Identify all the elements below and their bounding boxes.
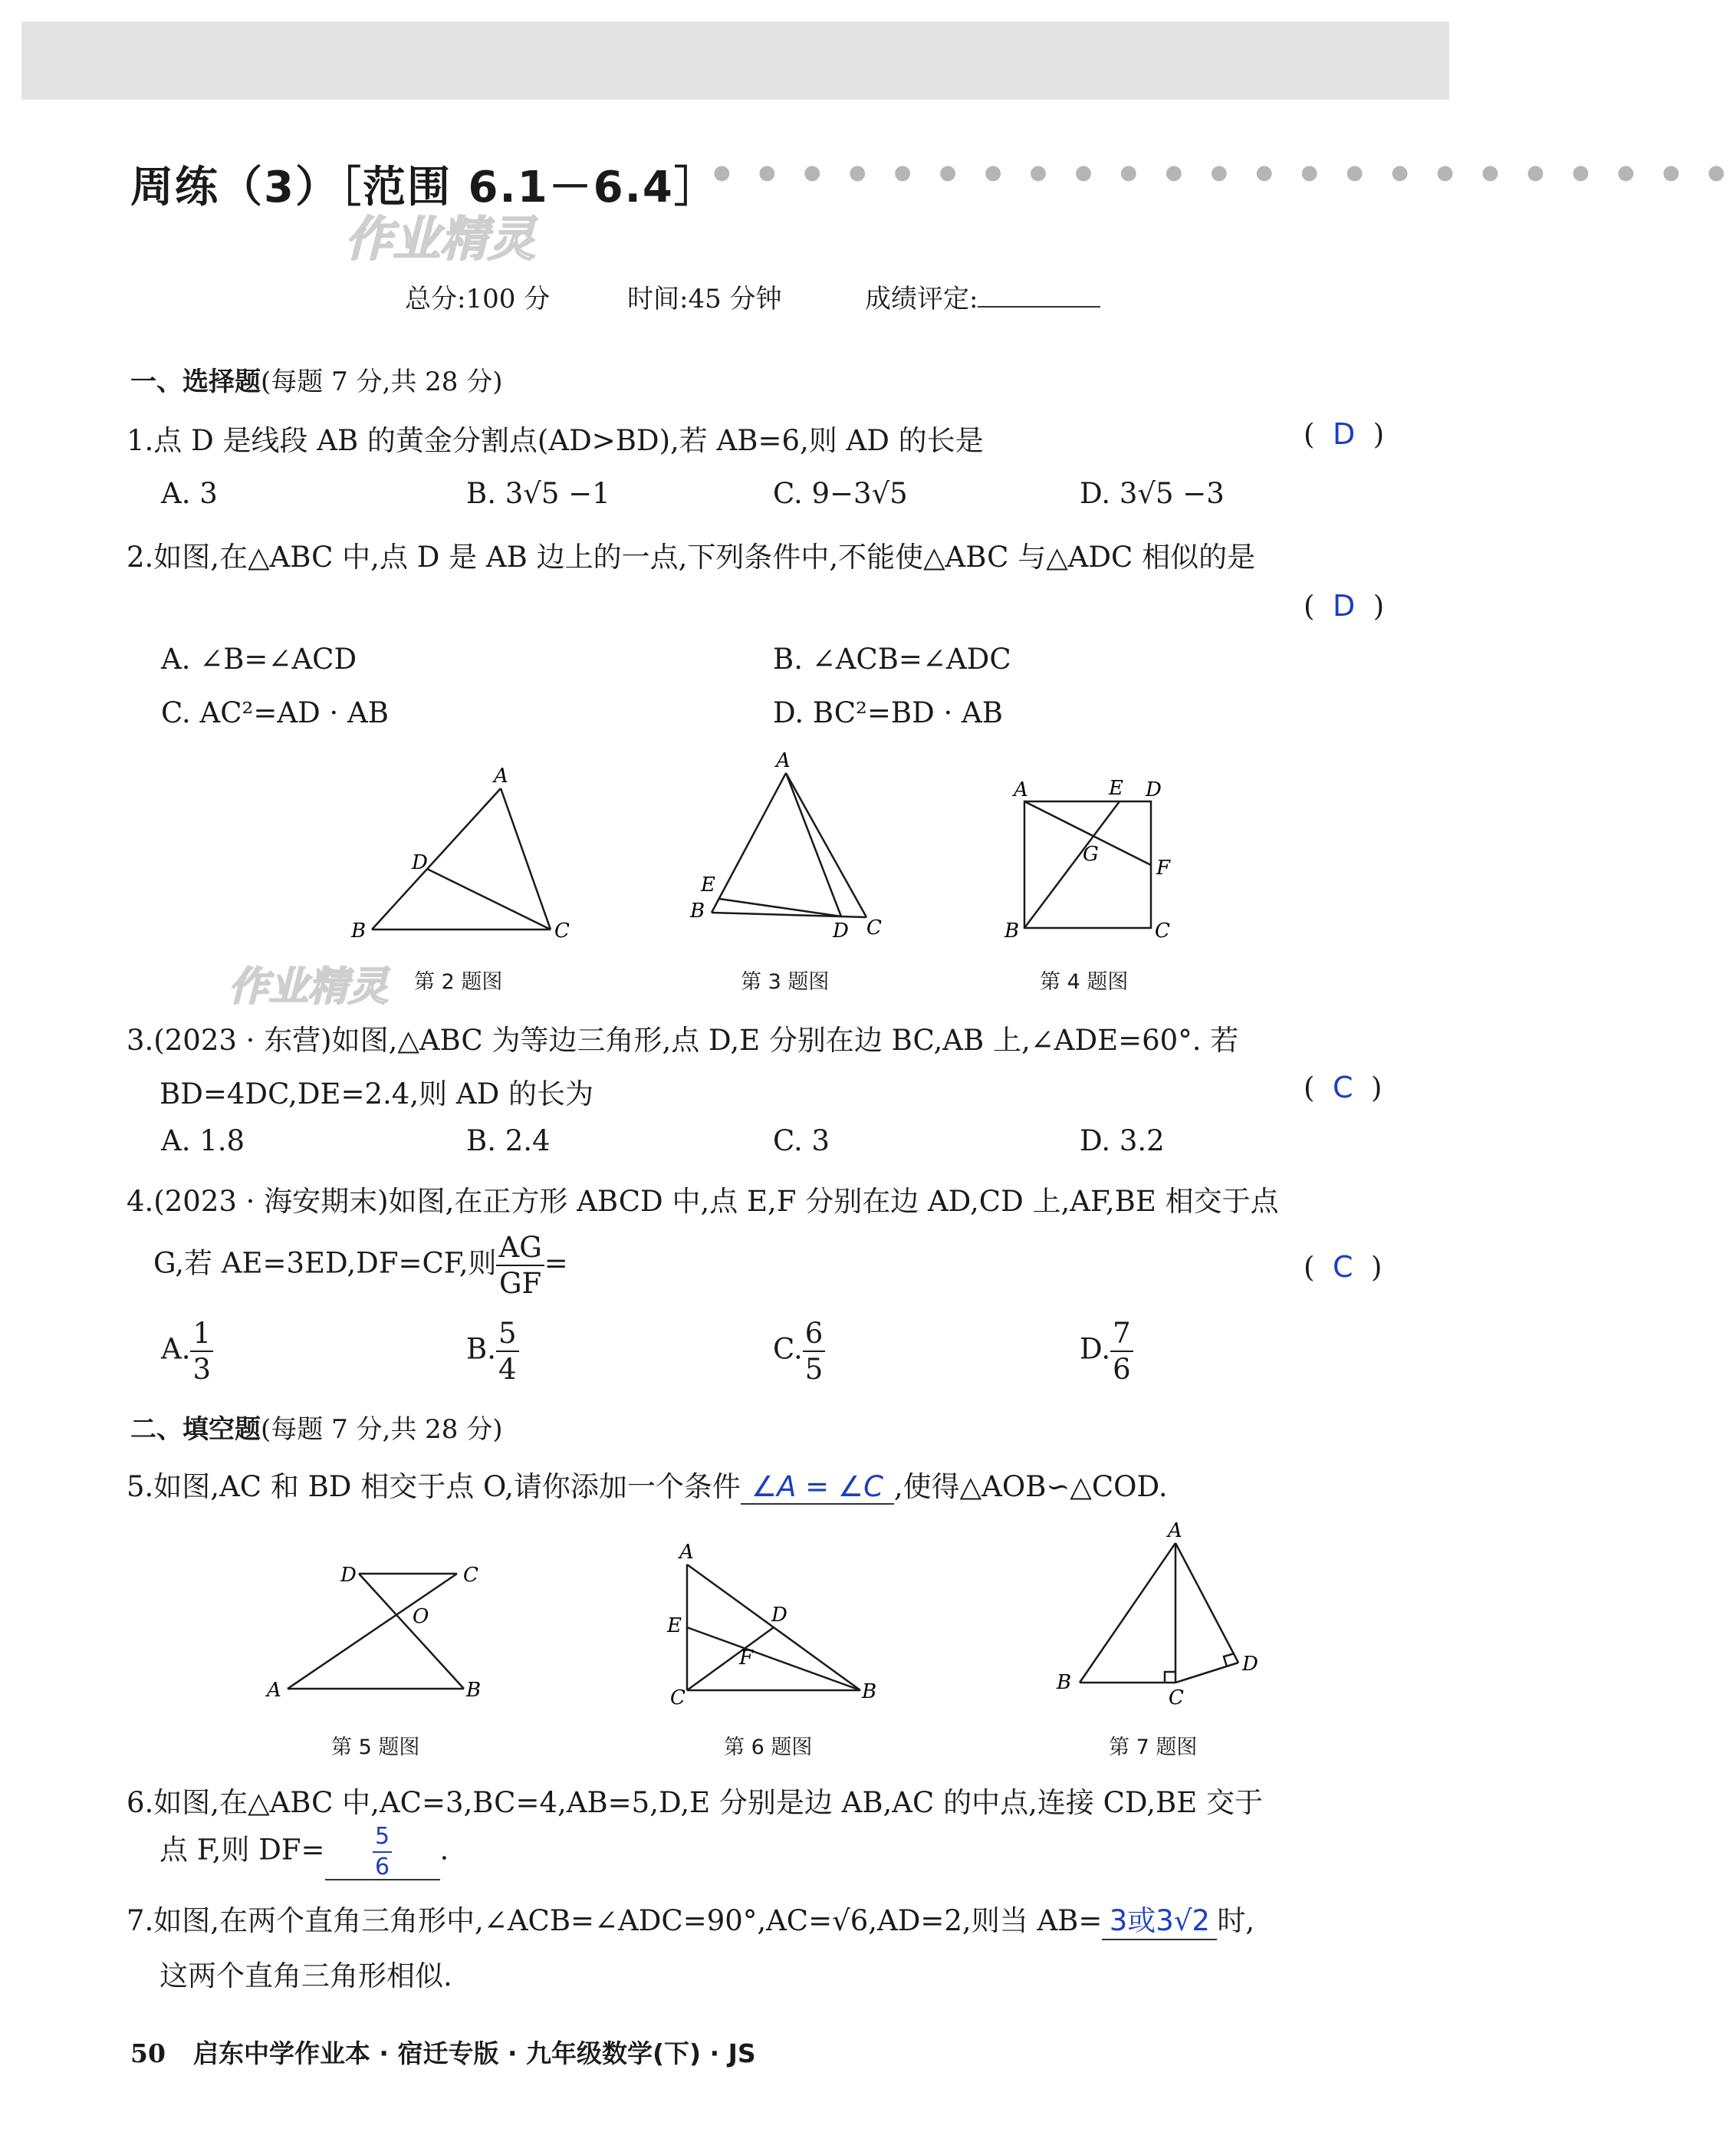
label-e: E [667,1614,682,1637]
figure-q7-caption: 第 7 题图 [1109,1736,1198,1759]
q3-option-d: D. 3.2 [1080,1124,1165,1157]
top-banner [21,21,1449,100]
label-b: B [351,920,367,943]
label-d: D [340,1564,357,1587]
question-4-text-cont [153,1233,568,1298]
frac-den: GF [498,1267,542,1300]
label-a: A [1014,778,1028,801]
title-dot-leader: ● ● ● ● ● ● ● ● ● ● ● ● ● ● ● ● ● ● ● ● ● ● ● [713,161,1736,184]
label-b: B [1004,920,1020,943]
label-c: C [1155,920,1170,943]
edge-ac [786,773,866,917]
edge-ab [1080,1543,1175,1683]
edge-bc [712,913,866,917]
section-fill [130,1408,502,1446]
edge-ab [372,788,501,929]
question-2-text: 2.如图,在△ABC 中,点 D 是 AB 边上的一点,下列条件中,不能使△ABC 与△ADC 相似的是 [127,541,1256,574]
q4-condition: G,若 AE=3ED,DF=CF,则 [153,1246,497,1280]
figure-q6 [659,1534,882,1718]
answer-letter: C [1332,1250,1353,1284]
q6-answer-blank [325,1825,440,1880]
option-label: C. [773,1332,803,1366]
segment-be [687,1627,860,1690]
frac-den: 3 [192,1353,212,1386]
grade-label: 成绩评定: [865,284,978,314]
question-1-answer: ( D ) [1304,417,1385,451]
segment-be [1024,801,1120,928]
option-fraction [1110,1317,1133,1386]
label-e: E [701,874,715,897]
q1-option-c: C. 9−3√5 [773,477,908,510]
label-d: D [1146,778,1162,801]
grade-blank [978,306,1100,308]
time-limit: 时间:45 分钟 [627,284,782,314]
segment-bd [359,1574,464,1689]
answer-letter: C [1332,1071,1353,1104]
q7-prompt-end: 时, [1217,1904,1255,1937]
frac-num: 6 [803,1319,826,1352]
section-choice [130,360,502,398]
watermark-logo: 作业精灵 [345,211,536,267]
edge-ad [1175,1543,1238,1663]
question-2-answer: ( D ) [1304,589,1385,623]
question-3-text: 3.(2023 · 东营)如图,△ABC 为等边三角形,点 D,E 分别在边 BC,AB 上,∠ADE=60°. 若 [127,1024,1239,1057]
total-score: 总分:100 分 [405,284,551,314]
q7-prompt: 7.如图,在两个直角三角形中,∠ACB=∠ADC=90°,AC=√6,AD=2,则当 AB= [127,1904,1103,1937]
q7-answer-blank: 3或3√2 [1102,1897,1217,1940]
label-g: G [1083,843,1099,866]
label-a: A [679,1541,694,1564]
label-f: F [1156,857,1171,880]
q6-answer-fraction [373,1825,392,1879]
answer-letter: D [1332,589,1356,623]
option-label: B. [466,1332,496,1366]
figure-q7 [1043,1518,1273,1710]
frac-den: 6 [375,1854,390,1880]
q2-option-c: C. AC²=AD · AB [161,696,389,729]
label-e: E [1109,777,1123,800]
frac-num: 7 [1110,1319,1133,1352]
option-fraction [803,1317,826,1386]
label-b: B [690,900,705,923]
frac-den: 4 [498,1353,517,1386]
edge-cd [1175,1663,1238,1683]
frac-den: 5 [804,1353,824,1386]
label-c: C [554,920,570,943]
section-fill-label: 二、填空题 [130,1414,261,1445]
watermark-logo: 作业精灵 [229,964,389,1010]
q4-equals: = [544,1246,568,1280]
question-5-text [127,1463,1168,1505]
segment-ad [786,773,841,916]
figure-q4 [997,767,1196,951]
question-3-text-cont: BD=4DC,DE=2.4,则 AD 的长为 [159,1078,594,1110]
label-c: C [1169,1686,1184,1709]
figure-q2-caption: 第 2 题图 [414,970,503,994]
page-title: 周练（3）［范围 6.1－6.4］ [130,163,718,212]
q1-option-b: B. 3√5 −1 [466,477,610,510]
option-fraction [190,1317,213,1386]
page-number: 50 [130,2038,166,2068]
frac-den: 6 [1113,1353,1131,1386]
edge-ab [712,773,786,913]
q1-option-a: A. 3 [161,477,218,510]
frac-num: AG [496,1233,544,1266]
question-6-text-cont [159,1825,449,1880]
figure-q3 [682,744,889,943]
label-c: C [670,1686,686,1709]
label-b: B [862,1680,877,1703]
label-c: C [866,916,882,939]
label-b: B [1057,1671,1072,1694]
figure-q6-caption: 第 6 题图 [724,1736,813,1759]
q4-option-b [466,1317,519,1386]
q2-option-a: A. ∠B=∠ACD [161,643,357,676]
label-d: D [412,851,428,874]
option-label: A. [161,1332,191,1366]
q1-option-d: D. 3√5 −3 [1080,477,1225,510]
q3-option-c: C. 3 [773,1124,830,1157]
question-7-text [127,1897,1254,1940]
label-c: C [463,1564,478,1587]
answer-letter: D [1332,417,1356,451]
section-choice-note: (每题 7 分,共 28 分) [261,367,503,397]
label-b: B [466,1679,482,1702]
page-footer [130,2034,756,2070]
frac-num: 5 [373,1825,392,1853]
q4-option-a [161,1317,213,1386]
figure-q4-caption: 第 4 题图 [1040,970,1129,994]
q6-period: . [439,1833,449,1867]
frac-num: 5 [496,1319,519,1352]
q2-option-b: B. ∠ACB=∠ADC [773,643,1011,676]
q5-prompt: 5.如图,AC 和 BD 相交于点 O,请你添加一个条件 [127,1470,741,1503]
question-3-answer: ( C ) [1304,1071,1383,1104]
label-d: D [771,1604,787,1627]
q6-prompt: 点 F,则 DF= [159,1833,325,1867]
figure-q5 [261,1557,506,1710]
question-1-text: 1.点 D 是线段 AB 的黄金分割点(AD>BD),若 AB=6,则 AD 的长是 [127,424,984,457]
option-label: D. [1080,1332,1111,1366]
label-d: D [1242,1653,1258,1676]
label-d: D [833,920,849,943]
figure-q2 [337,759,583,943]
q3-option-a: A. 1.8 [161,1124,245,1157]
segment-cd [687,1627,774,1690]
q4-option-d [1080,1317,1133,1386]
grade-field [865,278,1100,315]
label-a: A [267,1679,281,1702]
q2-option-d: D. BC²=BD · AB [773,696,1003,729]
section-choice-label: 一、选择题 [130,367,261,397]
book-title: 启东中学作业本 · 宿迁专版 · 九年级数学(下) · JS [192,2038,756,2068]
question-6-text: 6.如图,在△ABC 中,AC=3,BC=4,AB=5,D,E 分别是边 AB,AC 的中点,连接 CD,BE 交于 [127,1786,1263,1819]
q5-answer-blank: ∠A = ∠C [741,1470,894,1505]
label-a: A [776,749,791,772]
figure-q5-caption: 第 5 题图 [331,1736,420,1759]
question-7-text-cont: 这两个直角三角形相似. [159,1959,452,1992]
q3-option-b: B. 2.4 [466,1124,551,1157]
question-4-text: 4.(2023 · 海安期末)如图,在正方形 ABCD 中,点 E,F 分别在边 AD,CD 上,AF,BE 相交于点 [127,1185,1279,1218]
right-angle-c [1165,1672,1175,1683]
label-o: O [413,1605,429,1628]
question-4-answer: ( C ) [1304,1250,1383,1284]
q5-prompt-end: ,使得△AOB∽△COD. [893,1470,1168,1503]
segment-ac [288,1574,457,1689]
figure-q3-caption: 第 3 题图 [741,970,830,994]
label-a: A [1168,1519,1182,1542]
q4-ratio-fraction [496,1233,544,1298]
section-fill-note: (每题 7 分,共 28 分) [261,1414,503,1445]
option-fraction [496,1317,519,1386]
label-a: A [494,765,508,788]
label-f: F [739,1647,754,1670]
frac-num: 1 [190,1319,213,1352]
q4-option-c [773,1317,825,1386]
